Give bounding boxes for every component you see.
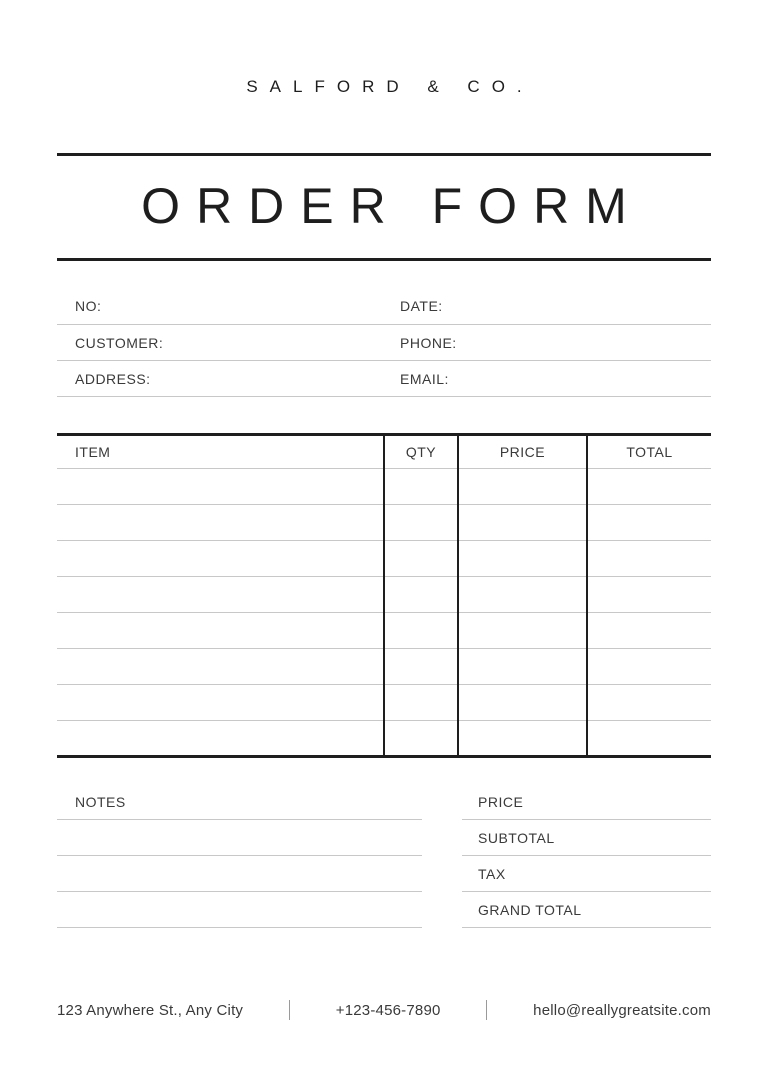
notes-blank-line [57, 892, 422, 928]
total-cell [587, 649, 711, 685]
info-row-customer-phone [57, 325, 711, 361]
totals-row-tax [462, 856, 711, 892]
price-cell [458, 613, 587, 649]
notes-blank-line [57, 856, 422, 892]
item-row [57, 577, 711, 613]
item-cell [57, 577, 384, 613]
footer-address: 123 Anywhere St., Any City [57, 1001, 244, 1019]
price-cell [458, 685, 587, 721]
bottom-section [57, 784, 711, 928]
total-cell [587, 505, 711, 541]
totals-row-grand-total [462, 892, 711, 928]
column-header-total: TOTAL [587, 435, 711, 469]
field-label-email: EMAIL: [400, 370, 449, 387]
items-table-body [57, 469, 711, 757]
total-cell [587, 613, 711, 649]
column-header-item: ITEM [57, 435, 384, 469]
totals-row-subtotal [462, 820, 711, 856]
item-row [57, 541, 711, 577]
total-cell [587, 541, 711, 577]
footer-separator [486, 1000, 487, 1020]
price-cell [458, 721, 587, 757]
qty-cell [384, 505, 458, 541]
page-title: ORDER FORM [141, 178, 643, 234]
footer [57, 1000, 711, 1020]
footer-email: hello@reallygreatsite.com [533, 1001, 711, 1019]
info-row-no-date [57, 288, 711, 325]
item-cell [57, 721, 384, 757]
footer-separator [289, 1000, 290, 1020]
total-cell [587, 577, 711, 613]
item-row [57, 613, 711, 649]
item-row [57, 721, 711, 757]
column-header-qty: QTY [384, 435, 458, 469]
customer-info-section [57, 288, 711, 397]
price-cell [458, 577, 587, 613]
totals-label-tax: TAX [478, 865, 506, 882]
info-row-address-email [57, 361, 711, 397]
notes-lines [57, 820, 422, 928]
notes-block [57, 784, 422, 928]
total-cell [587, 685, 711, 721]
items-table [57, 433, 711, 758]
totals-block [462, 784, 711, 928]
item-cell [57, 613, 384, 649]
price-cell [458, 469, 587, 505]
notes-label-row [57, 784, 422, 820]
item-row [57, 649, 711, 685]
brand-name: SALFORD & CO. [246, 77, 534, 96]
field-label-date: DATE: [400, 298, 443, 314]
qty-cell [384, 469, 458, 505]
qty-cell [384, 613, 458, 649]
footer-phone: +123-456-7890 [335, 1001, 441, 1019]
notes-blank-line [57, 820, 422, 856]
qty-cell [384, 721, 458, 757]
totals-row-price [462, 784, 711, 820]
totals-label-price: PRICE [478, 793, 524, 810]
qty-cell [384, 577, 458, 613]
item-row [57, 469, 711, 505]
item-row [57, 685, 711, 721]
notes-label: NOTES [75, 793, 126, 810]
title-block [57, 153, 711, 261]
price-cell [458, 505, 587, 541]
totals-label-subtotal: SUBTOTAL [478, 829, 555, 846]
total-cell [587, 469, 711, 505]
field-label-address: ADDRESS: [75, 370, 151, 387]
item-cell [57, 505, 384, 541]
price-cell [458, 541, 587, 577]
total-cell [587, 721, 711, 757]
item-cell [57, 649, 384, 685]
item-cell [57, 541, 384, 577]
field-label-phone: PHONE: [400, 334, 457, 351]
price-cell [458, 649, 587, 685]
qty-cell [384, 649, 458, 685]
item-cell [57, 469, 384, 505]
field-label-customer: CUSTOMER: [75, 334, 164, 351]
column-header-price: PRICE [458, 435, 587, 469]
item-row [57, 505, 711, 541]
item-cell [57, 685, 384, 721]
qty-cell [384, 541, 458, 577]
items-table-header-row [57, 435, 711, 469]
totals-label-grand-total: GRAND TOTAL [478, 901, 582, 918]
qty-cell [384, 685, 458, 721]
field-label-no: NO: [75, 298, 102, 314]
